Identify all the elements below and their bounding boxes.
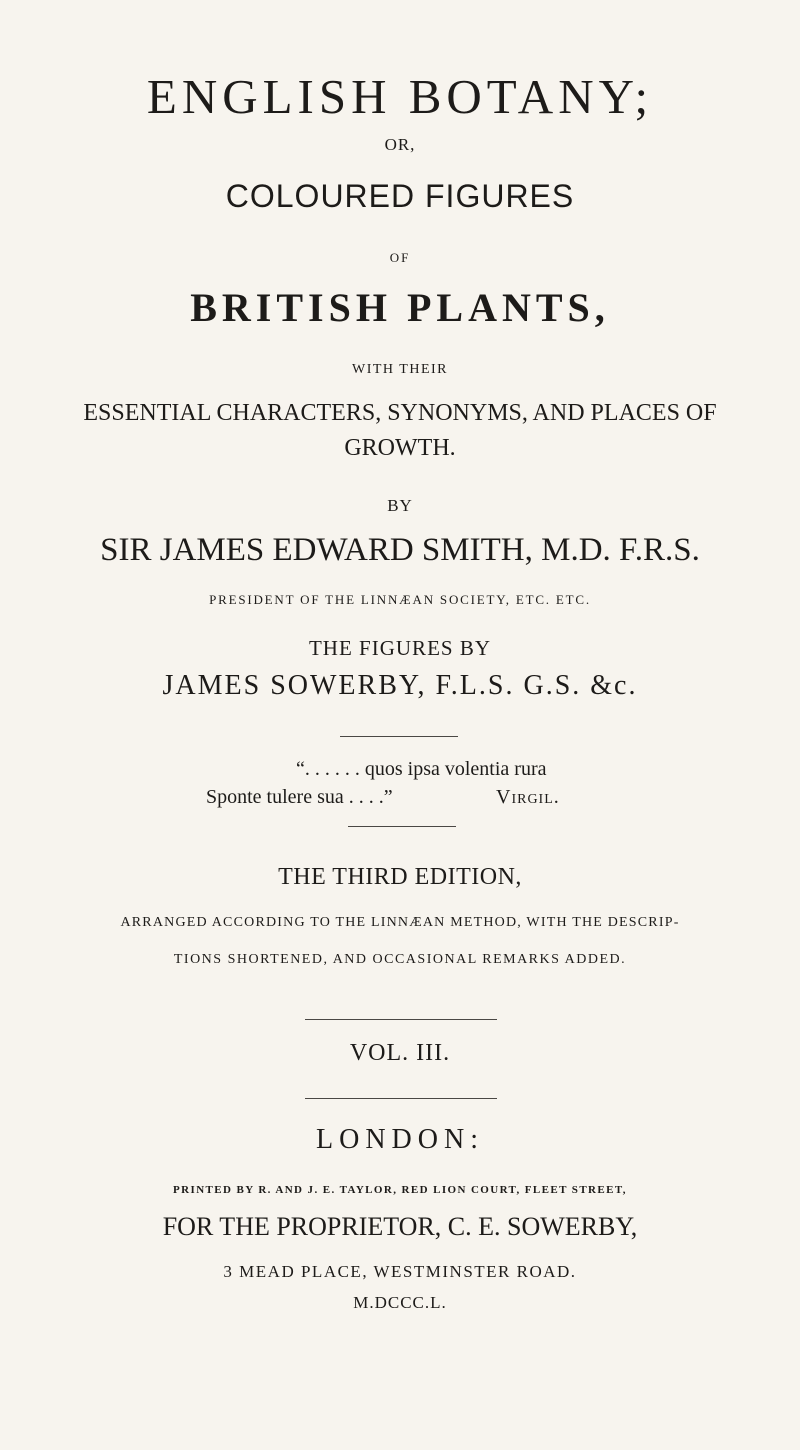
characters-line-1: ESSENTIAL CHARACTERS, SYNONYMS, AND PLACES OF [83, 400, 717, 426]
figures-by-text: THE FIGURES BY [308, 636, 491, 660]
arrangement-line-2: TIONS SHORTENED, AND OCCASIONAL REMARKS ADDED. [173, 952, 627, 967]
author-title: PRESIDENT OF THE LINNÆAN SOCIETY, ETC. ETC. [209, 592, 591, 607]
of-text: OF [389, 250, 411, 265]
address-text: 3 MEAD PLACE, WESTMINSTER ROAD. [223, 1262, 577, 1281]
by-text: BY [387, 496, 413, 515]
illustrator-name: JAMES SOWERBY, F.L.S. G.S. &c. [162, 670, 638, 701]
date-text: M.DCCC.L. [353, 1293, 447, 1312]
divider-rule-4 [305, 1098, 497, 1099]
subject-title: BRITISH PLANTS, [190, 285, 610, 330]
quote-author: Virgil. [496, 786, 560, 808]
or-text: OR, [384, 135, 416, 154]
subtitle: COLOURED FIGURES [225, 178, 575, 214]
with-their-text: WITH THEIR [352, 362, 448, 377]
divider-rule-3 [305, 1019, 497, 1020]
author-name: SIR JAMES EDWARD SMITH, M.D. F.R.S. [100, 532, 700, 568]
arrangement-line-1: ARRANGED ACCORDING TO THE LINNÆAN METHOD, WITH THE DESCRIP- [120, 915, 680, 930]
quote-line-1: “. . . . . . quos ipsa volentia rura [296, 758, 547, 780]
quote-line-2: Sponte tulere sua . . . .” [206, 786, 393, 808]
place-text: LONDON: [316, 1124, 484, 1155]
main-title: ENGLISH BOTANY; [146, 69, 654, 124]
printer-text: PRINTED BY R. AND J. E. TAYLOR, RED LION COURT, FLEET STREET, [173, 1184, 627, 1196]
divider-rule-2 [348, 826, 456, 827]
volume-text: VOL. III. [349, 1040, 451, 1066]
edition-text: THE THIRD EDITION, [278, 864, 522, 890]
divider-rule-1 [340, 736, 458, 737]
characters-line-2: GROWTH. [344, 435, 456, 461]
proprietor-text: FOR THE PROPRIETOR, C. E. SOWERBY, [162, 1212, 638, 1241]
